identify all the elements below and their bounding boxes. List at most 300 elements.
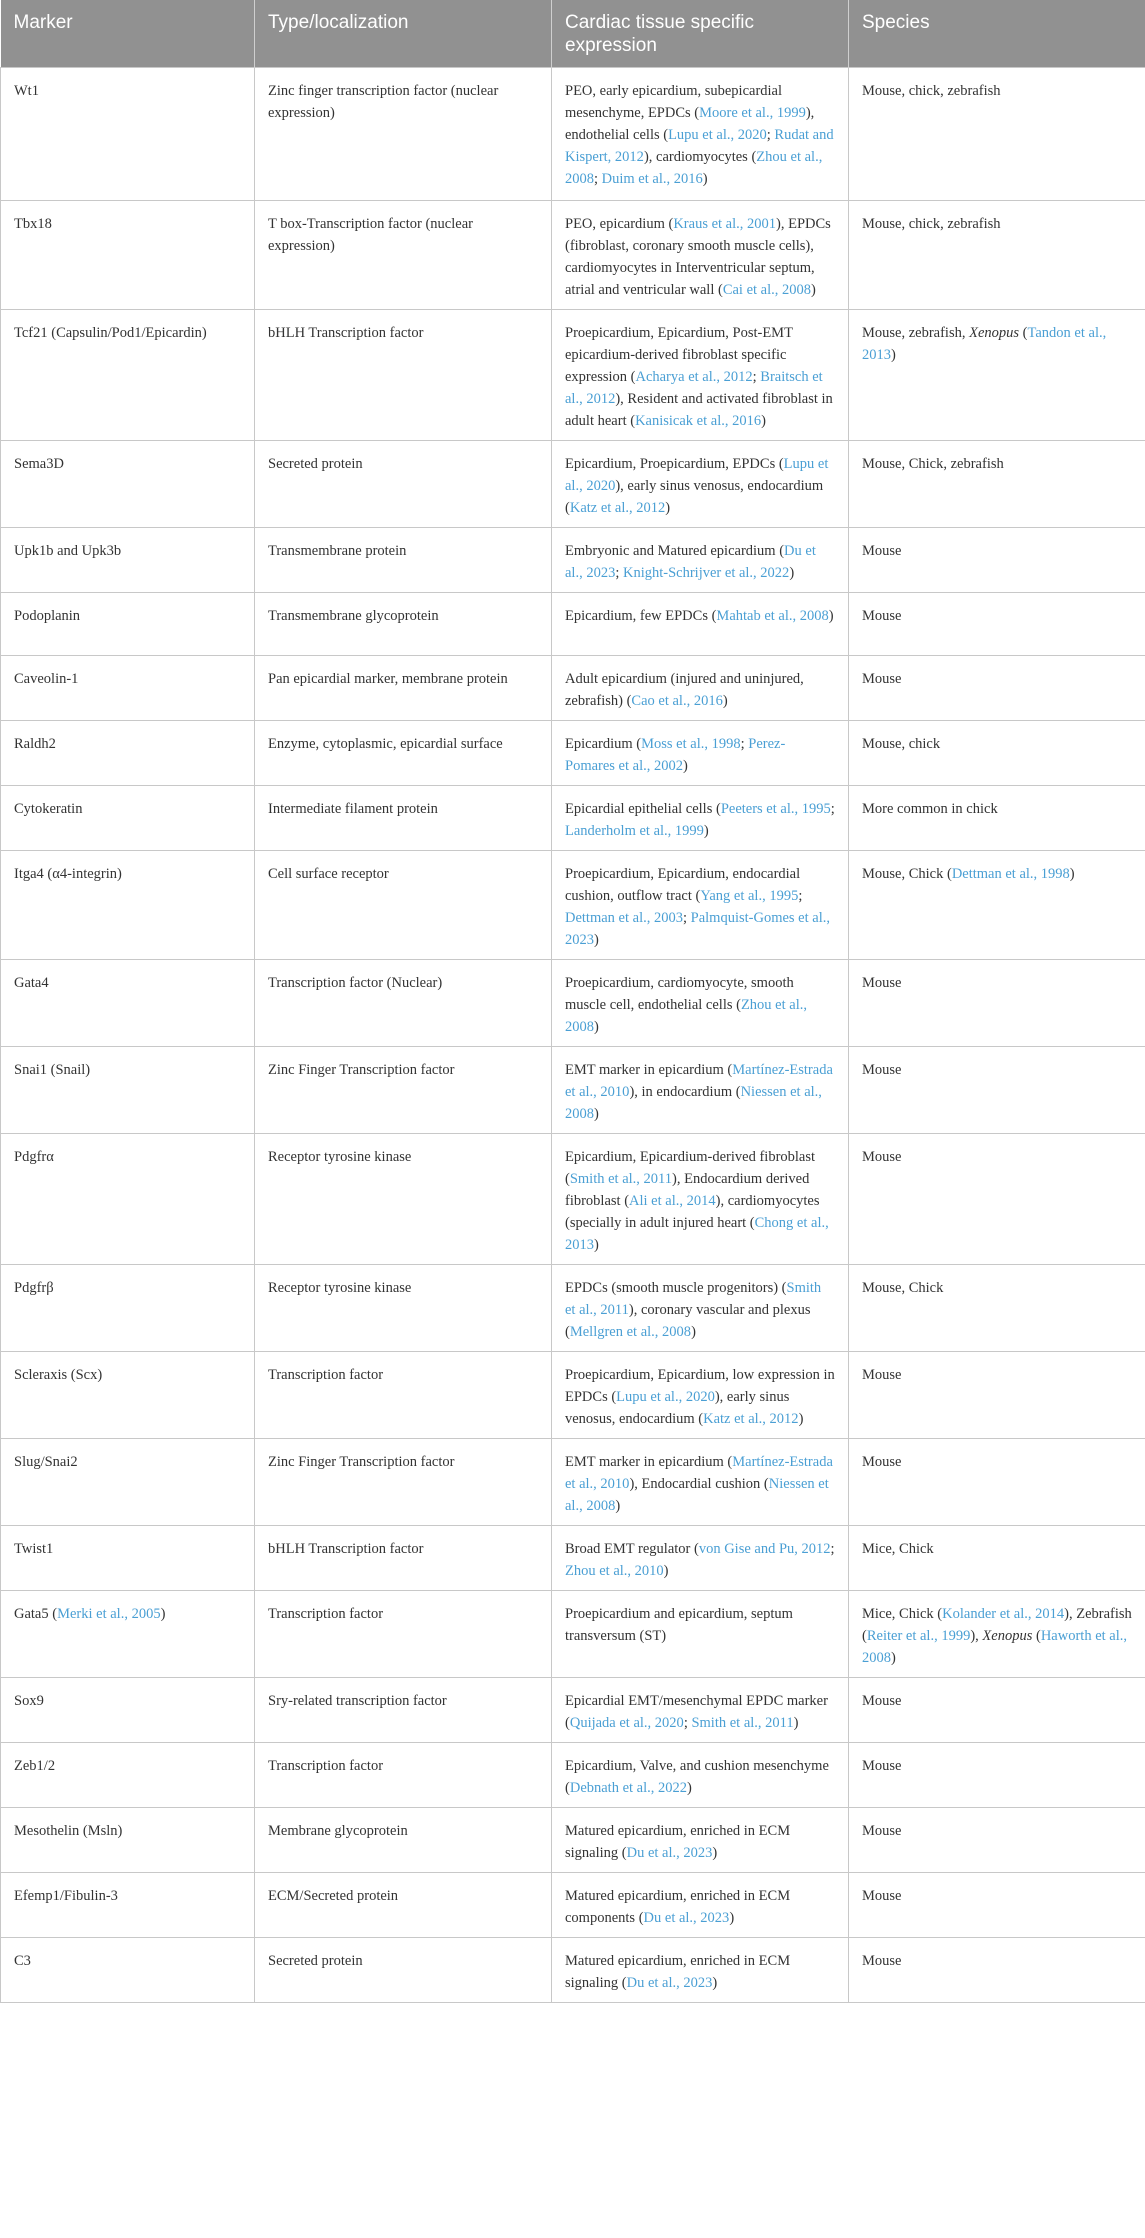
cell-text: Transcription factor (Nuclear) bbox=[268, 974, 443, 991]
reference-link[interactable]: Martínez-Estrada et al., 2010 bbox=[565, 1061, 833, 1100]
cell-species bbox=[849, 1133, 1145, 1264]
cell-expression bbox=[552, 440, 849, 527]
cell-text: ) bbox=[811, 281, 816, 298]
cell-text: ; bbox=[615, 564, 623, 581]
cell-text: Mouse, Chick ( bbox=[862, 865, 952, 882]
cell-type-localization bbox=[255, 1807, 552, 1872]
cell-expression bbox=[552, 1807, 849, 1872]
cell-text: Secreted protein bbox=[268, 455, 363, 472]
cell-text: ) bbox=[594, 1105, 599, 1122]
cell-text: Snai1 (Snail) bbox=[14, 1061, 91, 1078]
reference-link[interactable]: Zhou et al., 2008 bbox=[565, 996, 807, 1035]
cell-text: Zeb1/2 bbox=[14, 1757, 56, 1774]
cell-text: ; bbox=[830, 1540, 835, 1557]
table-row bbox=[1, 309, 1145, 440]
header-marker: Marker bbox=[1, 0, 255, 67]
reference-link[interactable]: Kolander et al., 2014 bbox=[942, 1605, 1065, 1622]
cell-text: Epicardial epithelial cells ( bbox=[565, 800, 721, 817]
cell-text: ) bbox=[663, 1562, 669, 1579]
cell-text: Proepicardium, Epicardium, endocardial cushion, outflow tract ( bbox=[565, 865, 801, 904]
table-row bbox=[1, 1937, 1145, 2002]
table-row bbox=[1, 1742, 1145, 1807]
reference-link[interactable]: Duim et al., 2016 bbox=[601, 170, 703, 187]
cell-expression bbox=[552, 592, 849, 655]
table-row bbox=[1, 1872, 1145, 1937]
cell-text: ; bbox=[682, 909, 691, 926]
cell-expression bbox=[552, 527, 849, 592]
cell-text: Mouse bbox=[862, 1692, 902, 1709]
reference-link[interactable]: Yang et al., 1995 bbox=[700, 887, 799, 904]
table-row bbox=[1, 1133, 1145, 1264]
cell-expression bbox=[552, 850, 849, 959]
cell-text: Proepicardium and epicardium, septum transversum (ST) bbox=[565, 1605, 793, 1644]
cell-type-localization bbox=[255, 1742, 552, 1807]
cell-text: ( bbox=[1032, 1627, 1041, 1644]
reference-link[interactable]: Acharya et al., 2012 bbox=[635, 368, 753, 385]
cell-text: Matured epicardium, enriched in ECM components ( bbox=[565, 1887, 791, 1926]
cell-text: Mouse bbox=[862, 1453, 902, 1470]
reference-link[interactable]: Chong et al., 2013 bbox=[565, 1214, 829, 1253]
reference-link[interactable]: Moore et al., 1999 bbox=[699, 104, 806, 121]
cell-expression bbox=[552, 1264, 849, 1351]
cell-text: Tcf21 (Capsulin/Pod1/Epicardin) bbox=[14, 324, 207, 341]
cell-text: ) bbox=[828, 607, 834, 624]
reference-link[interactable]: Zhou et al., 2010 bbox=[565, 1562, 664, 1579]
cell-species bbox=[849, 1351, 1145, 1438]
cell-text: Transmembrane protein bbox=[268, 542, 407, 559]
reference-link[interactable]: Zhou et al., 2008 bbox=[565, 148, 823, 187]
cell-text: Wt1 bbox=[14, 82, 39, 99]
reference-link[interactable]: Katz et al., 2012 bbox=[569, 499, 666, 516]
cell-text: Mouse bbox=[862, 1061, 902, 1078]
cell-species bbox=[849, 785, 1145, 850]
cell-text: Mouse bbox=[862, 1887, 902, 1904]
cell-text: T box-Transcription factor (nuclear expression) bbox=[268, 215, 473, 254]
cell-text: ), in endocardium ( bbox=[629, 1083, 741, 1100]
cell-marker bbox=[1, 1525, 255, 1590]
cell-text: ), EPDCs (fibroblast, coronary smooth muscle cells), cardiomyocytes in Interventricular septum, atrial and ventricular wall ( bbox=[565, 215, 831, 298]
table-row bbox=[1, 720, 1145, 785]
cell-species bbox=[849, 1438, 1145, 1525]
cell-text: Mouse, chick, zebrafish bbox=[862, 215, 1001, 232]
cell-text: ) bbox=[729, 1909, 735, 1926]
reference-link[interactable]: Perez-Pomares et al., 2002 bbox=[565, 735, 786, 774]
cell-marker bbox=[1, 720, 255, 785]
cell-text: ), Endocardium derived fibroblast ( bbox=[565, 1170, 810, 1209]
cell-species bbox=[849, 1677, 1145, 1742]
cell-text: Epicardium, few EPDCs ( bbox=[565, 607, 717, 624]
cell-marker bbox=[1, 1677, 255, 1742]
cell-expression bbox=[552, 959, 849, 1046]
cell-species bbox=[849, 1872, 1145, 1937]
cell-marker bbox=[1, 850, 255, 959]
cell-type-localization bbox=[255, 1525, 552, 1590]
cell-text: Proepicardium, Epicardium, low expression in EPDCs ( bbox=[565, 1366, 835, 1405]
cell-text: Mouse bbox=[862, 1148, 902, 1165]
cell-text: ), cardiomyocytes (specially in adult injured heart ( bbox=[565, 1192, 820, 1231]
table-row bbox=[1, 1807, 1145, 1872]
cell-text: Zinc finger transcription factor (nuclear expression) bbox=[268, 82, 499, 121]
cell-text: ), Resident and activated fibroblast in adult heart ( bbox=[565, 390, 833, 429]
cell-type-localization bbox=[255, 200, 552, 309]
cell-text: ) bbox=[722, 692, 728, 709]
cell-text: Transmembrane glycoprotein bbox=[268, 607, 439, 624]
cell-text: Mice, Chick ( bbox=[862, 1605, 943, 1622]
cell-text: Pdgfrβ bbox=[14, 1279, 54, 1296]
cell-text: Epicardium, Proepicardium, EPDCs ( bbox=[565, 455, 784, 472]
reference-link[interactable]: Lupu et al., 2020 bbox=[565, 455, 829, 494]
cell-expression bbox=[552, 1438, 849, 1525]
cell-text: Scleraxis (Scx) bbox=[14, 1366, 103, 1383]
cell-text: Caveolin-1 bbox=[14, 670, 79, 687]
cell-species bbox=[849, 527, 1145, 592]
cell-text: Sox9 bbox=[14, 1692, 44, 1709]
cell-type-localization bbox=[255, 67, 552, 200]
reference-link[interactable]: Tandon et al., 2013 bbox=[862, 324, 1107, 363]
table-row bbox=[1, 1677, 1145, 1742]
reference-link[interactable]: Debnath et al., 2022 bbox=[569, 1779, 688, 1796]
reference-link[interactable]: Mahtab et al., 2008 bbox=[716, 607, 829, 624]
cell-marker bbox=[1, 1351, 255, 1438]
reference-link[interactable]: Smith et al., 2011 bbox=[565, 1279, 822, 1318]
table-row bbox=[1, 592, 1145, 655]
cell-text: bHLH Transcription factor bbox=[268, 324, 424, 341]
reference-link[interactable]: Rudat and Kispert, 2012 bbox=[565, 126, 834, 165]
cell-text: Mouse bbox=[862, 1822, 902, 1839]
cell-text: Podoplanin bbox=[14, 607, 81, 624]
cell-text: ), coronary vascular and plexus ( bbox=[565, 1301, 811, 1340]
cell-text: ), early sinus venosus, endocardium ( bbox=[565, 1388, 790, 1427]
reference-link[interactable]: von Gise and Pu, 2012 bbox=[698, 1540, 831, 1557]
reference-link[interactable]: Peeters et al., 1995 bbox=[720, 800, 831, 817]
cell-text: Efemp1/Fibulin-3 bbox=[14, 1887, 118, 1904]
cell-species bbox=[849, 850, 1145, 959]
cell-text: Slug/Snai2 bbox=[14, 1453, 78, 1470]
cell-text: Itga4 (α4-integrin) bbox=[14, 865, 122, 882]
cell-text: Mouse bbox=[862, 670, 902, 687]
cell-species bbox=[849, 1937, 1145, 2002]
cell-text: ) bbox=[665, 499, 671, 516]
cell-text: Mouse, chick bbox=[862, 735, 941, 752]
cell-type-localization bbox=[255, 1046, 552, 1133]
cell-text: Pan epicardial marker, membrane protein bbox=[268, 670, 508, 687]
cell-species bbox=[849, 1742, 1145, 1807]
cell-text: Mouse, Chick, zebrafish bbox=[862, 455, 1004, 472]
cell-text: Broad EMT regulator ( bbox=[565, 1540, 699, 1557]
cell-expression bbox=[552, 1872, 849, 1937]
cell-text: ; bbox=[594, 170, 602, 187]
cell-text: ) bbox=[691, 1323, 696, 1340]
cell-type-localization bbox=[255, 1351, 552, 1438]
cell-text: Mouse bbox=[862, 1952, 902, 1969]
cell-text: Gata4 bbox=[14, 974, 49, 991]
cell-text: Zinc Finger Transcription factor bbox=[268, 1061, 455, 1078]
cell-text: Mouse bbox=[862, 542, 902, 559]
cell-text: Pdgfrα bbox=[14, 1148, 54, 1165]
cell-expression bbox=[552, 1351, 849, 1438]
reference-link[interactable]: Haworth et al., 2008 bbox=[862, 1627, 1127, 1666]
cell-type-localization bbox=[255, 850, 552, 959]
cell-text: ( bbox=[1019, 324, 1028, 341]
cell-marker bbox=[1, 1590, 255, 1677]
table-header bbox=[1, 0, 1145, 67]
cell-expression bbox=[552, 200, 849, 309]
reference-link[interactable]: Du et al., 2023 bbox=[565, 542, 816, 581]
cell-marker bbox=[1, 200, 255, 309]
cell-text: ) bbox=[712, 1974, 718, 1991]
cell-marker bbox=[1, 440, 255, 527]
cell-text: EMT marker in epicardium ( bbox=[565, 1061, 733, 1078]
cell-species bbox=[849, 200, 1145, 309]
cell-text: ) bbox=[687, 1779, 692, 1796]
reference-link[interactable]: Du et al., 2023 bbox=[643, 1909, 730, 1926]
cell-type-localization bbox=[255, 309, 552, 440]
cell-text: Epicardium, Valve, and cushion mesenchyme ( bbox=[565, 1757, 829, 1796]
table-body bbox=[1, 67, 1145, 2002]
cell-text: Epicardial EMT/mesenchymal EPDC marker ( bbox=[565, 1692, 828, 1731]
cell-text: Twist1 bbox=[14, 1540, 54, 1557]
reference-link[interactable]: Smith et al., 2011 bbox=[691, 1714, 794, 1731]
cell-text: ) bbox=[798, 1410, 804, 1427]
cell-expression bbox=[552, 67, 849, 200]
table-row bbox=[1, 1438, 1145, 1525]
cell-species bbox=[849, 440, 1145, 527]
reference-link[interactable]: Martínez-Estrada et al., 2010 bbox=[565, 1453, 833, 1492]
cell-type-localization bbox=[255, 592, 552, 655]
cell-expression bbox=[552, 655, 849, 720]
cell-species bbox=[849, 309, 1145, 440]
cell-expression bbox=[552, 1046, 849, 1133]
cell-type-localization bbox=[255, 655, 552, 720]
cell-type-localization bbox=[255, 785, 552, 850]
cell-text: Mouse bbox=[862, 1757, 902, 1774]
cell-text: ), Zebrafish ( bbox=[862, 1605, 1132, 1644]
cell-text: ), early sinus venosus, endocardium ( bbox=[565, 477, 824, 516]
cell-species bbox=[849, 959, 1145, 1046]
cell-type-localization bbox=[255, 1677, 552, 1742]
reference-link[interactable]: Mellgren et al., 2008 bbox=[569, 1323, 692, 1340]
cell-species bbox=[849, 1046, 1145, 1133]
table-row bbox=[1, 1525, 1145, 1590]
cell-text: Mesothelin (Msln) bbox=[14, 1822, 123, 1839]
cell-marker bbox=[1, 1742, 255, 1807]
cell-type-localization bbox=[255, 1264, 552, 1351]
header-cardiac-expression: Cardiac tissue specific expression bbox=[552, 0, 849, 67]
reference-link[interactable]: Dettman et al., 1998 bbox=[951, 865, 1070, 882]
cell-text: ), cardiomyocytes ( bbox=[643, 148, 757, 165]
table-row bbox=[1, 850, 1145, 959]
table-row bbox=[1, 785, 1145, 850]
cell-text: ) bbox=[615, 1497, 621, 1514]
cell-text: EPDCs (smooth muscle progenitors) ( bbox=[565, 1279, 787, 1296]
cell-text: ) bbox=[712, 1844, 718, 1861]
cell-text: Transcription factor bbox=[268, 1605, 384, 1622]
cell-marker bbox=[1, 527, 255, 592]
header-species: Species bbox=[849, 0, 1145, 67]
cell-text: PEO, epicardium ( bbox=[565, 215, 674, 232]
cell-text: ) bbox=[594, 931, 599, 948]
cell-species bbox=[849, 1807, 1145, 1872]
cell-text: Mouse bbox=[862, 607, 902, 624]
reference-link[interactable]: Katz et al., 2012 bbox=[703, 1410, 799, 1427]
reference-link[interactable]: Niessen et al., 2008 bbox=[565, 1083, 822, 1122]
cell-text: ) bbox=[594, 1236, 599, 1253]
cell-text: Embryonic and Matured epicardium ( bbox=[565, 542, 785, 559]
table-row bbox=[1, 527, 1145, 592]
cell-text: Raldh2 bbox=[14, 735, 56, 752]
cell-text: Mouse, Chick bbox=[862, 1279, 944, 1296]
cell-text: ) bbox=[594, 1018, 599, 1035]
table-row bbox=[1, 1264, 1145, 1351]
reference-link[interactable]: Braitsch et al., 2012 bbox=[565, 368, 823, 407]
cell-marker bbox=[1, 592, 255, 655]
cell-text: ; bbox=[766, 126, 775, 143]
cell-text: Receptor tyrosine kinase bbox=[268, 1279, 412, 1296]
cell-expression bbox=[552, 1742, 849, 1807]
reference-link[interactable]: Reiter et al., 1999 bbox=[866, 1627, 971, 1644]
cell-text: Sry-related transcription factor bbox=[268, 1692, 447, 1709]
cell-text: ), bbox=[970, 1627, 983, 1644]
cell-marker bbox=[1, 1133, 255, 1264]
italic-text: Xenopus bbox=[969, 324, 1020, 341]
cell-type-localization bbox=[255, 1438, 552, 1525]
italic-text: Xenopus bbox=[982, 1627, 1033, 1644]
cell-expression bbox=[552, 720, 849, 785]
cell-expression bbox=[552, 309, 849, 440]
cell-text: Enzyme, cytoplasmic, epicardial surface bbox=[268, 735, 503, 752]
cell-expression bbox=[552, 1937, 849, 2002]
cell-species bbox=[849, 1525, 1145, 1590]
cell-marker bbox=[1, 1264, 255, 1351]
cell-text: Mouse bbox=[862, 974, 902, 991]
cell-marker bbox=[1, 959, 255, 1046]
cell-species bbox=[849, 655, 1145, 720]
reference-link[interactable]: Merki et al., 2005 bbox=[57, 1605, 161, 1622]
header-type-localization: Type/localization bbox=[255, 0, 552, 67]
reference-link[interactable]: Kraus et al., 2001 bbox=[673, 215, 777, 232]
cell-marker bbox=[1, 67, 255, 200]
cell-type-localization bbox=[255, 1590, 552, 1677]
cell-text: Intermediate filament protein bbox=[268, 800, 438, 817]
cell-text: More common in chick bbox=[862, 800, 998, 817]
cell-type-localization bbox=[255, 1133, 552, 1264]
cell-text: PEO, early epicardium, subepicardial mesenchyme, EPDCs ( bbox=[565, 82, 783, 121]
cell-marker bbox=[1, 1438, 255, 1525]
cell-text: ; bbox=[752, 368, 761, 385]
header-row bbox=[1, 0, 1145, 67]
cell-marker bbox=[1, 1046, 255, 1133]
cell-text: ) bbox=[891, 346, 896, 363]
cell-text: Mouse, chick, zebrafish bbox=[862, 82, 1001, 99]
cell-text: Mouse, zebrafish, bbox=[862, 324, 970, 341]
cell-text: Proepicardium, cardiomyocyte, smooth muscle cell, endothelial cells ( bbox=[565, 974, 794, 1013]
cell-expression bbox=[552, 1677, 849, 1742]
reference-link[interactable]: Lupu et al., 2020 bbox=[616, 1388, 715, 1405]
reference-link[interactable]: Lupu et al., 2020 bbox=[668, 126, 767, 143]
reference-link[interactable]: Knight-Schrijver et al., 2022 bbox=[623, 564, 790, 581]
cell-text: ) bbox=[702, 170, 708, 187]
reference-link[interactable]: Cai et al., 2008 bbox=[722, 281, 812, 298]
cell-type-localization bbox=[255, 527, 552, 592]
cell-text: Matured epicardium, enriched in ECM signaling ( bbox=[565, 1822, 791, 1861]
cell-text: bHLH Transcription factor bbox=[268, 1540, 424, 1557]
cell-text: Zinc Finger Transcription factor bbox=[268, 1453, 455, 1470]
table-row bbox=[1, 67, 1145, 200]
cell-text: Adult epicardium (injured and uninjured, zebrafish) ( bbox=[565, 670, 804, 709]
cell-text: Tbx18 bbox=[14, 215, 52, 232]
cell-type-localization bbox=[255, 959, 552, 1046]
cell-text: ) bbox=[789, 564, 795, 581]
cell-marker bbox=[1, 1807, 255, 1872]
cell-expression bbox=[552, 785, 849, 850]
reference-link[interactable]: Smith et al., 2011 bbox=[569, 1170, 673, 1187]
cell-text: ) bbox=[761, 412, 766, 429]
reference-link[interactable]: Landerholm et al., 1999 bbox=[565, 822, 704, 839]
cell-text: ) bbox=[891, 1649, 896, 1666]
reference-link[interactable]: Du et al., 2023 bbox=[626, 1844, 713, 1861]
cell-expression bbox=[552, 1525, 849, 1590]
cell-text: Membrane glycoprotein bbox=[268, 1822, 408, 1839]
cell-expression bbox=[552, 1590, 849, 1677]
table-row bbox=[1, 1046, 1145, 1133]
cell-text: ; bbox=[798, 887, 803, 904]
cell-marker bbox=[1, 1937, 255, 2002]
cell-text: Cytokeratin bbox=[14, 800, 83, 817]
cell-type-localization bbox=[255, 1937, 552, 2002]
reference-link[interactable]: Moss et al., 1998 bbox=[641, 735, 741, 752]
cell-type-localization bbox=[255, 720, 552, 785]
cell-text: Transcription factor bbox=[268, 1366, 384, 1383]
reference-link[interactable]: Palmquist-Gomes et al., 2023 bbox=[565, 909, 830, 948]
table-row bbox=[1, 655, 1145, 720]
cell-marker bbox=[1, 785, 255, 850]
cell-text: Transcription factor bbox=[268, 1757, 384, 1774]
cell-text: Secreted protein bbox=[268, 1952, 363, 1969]
cell-text: ) bbox=[1069, 865, 1075, 882]
table-row bbox=[1, 1351, 1145, 1438]
table-row bbox=[1, 200, 1145, 309]
cell-text: Epicardium, Epicardium-derived fibroblast ( bbox=[565, 1148, 816, 1187]
cell-text: ; bbox=[830, 800, 835, 817]
cell-text: ) bbox=[793, 1714, 799, 1731]
cell-species bbox=[849, 1590, 1145, 1677]
cell-type-localization bbox=[255, 440, 552, 527]
cell-text: ) bbox=[683, 757, 688, 774]
cell-text: ; bbox=[740, 735, 749, 752]
cell-text: ; bbox=[683, 1714, 692, 1731]
cell-text: EMT marker in epicardium ( bbox=[565, 1453, 733, 1470]
cell-text: ) bbox=[703, 822, 709, 839]
reference-link[interactable]: Ali et al., 2014 bbox=[629, 1192, 716, 1209]
cell-marker bbox=[1, 1872, 255, 1937]
reference-link[interactable]: Niessen et al., 2008 bbox=[565, 1475, 829, 1514]
reference-link[interactable]: Du et al., 2023 bbox=[626, 1974, 713, 1991]
cell-text: Cell surface receptor bbox=[268, 865, 389, 882]
reference-link[interactable]: Quijada et al., 2020 bbox=[569, 1714, 684, 1731]
cell-species bbox=[849, 592, 1145, 655]
table-row bbox=[1, 440, 1145, 527]
reference-link[interactable]: Dettman et al., 2003 bbox=[565, 909, 683, 926]
cell-species bbox=[849, 1264, 1145, 1351]
reference-link[interactable]: Cao et al., 2016 bbox=[631, 692, 723, 709]
cell-text: Matured epicardium, enriched in ECM signaling ( bbox=[565, 1952, 791, 1991]
cell-text: ), endothelial cells ( bbox=[565, 104, 815, 143]
cell-text: Sema3D bbox=[14, 455, 64, 472]
cell-text: C3 bbox=[14, 1952, 31, 1969]
cell-text: Proepicardium, Epicardium, Post-EMT epicardium-derived fibroblast specific expression ( bbox=[565, 324, 793, 385]
cell-text: Receptor tyrosine kinase bbox=[268, 1148, 412, 1165]
reference-link[interactable]: Kanisicak et al., 2016 bbox=[635, 412, 762, 429]
